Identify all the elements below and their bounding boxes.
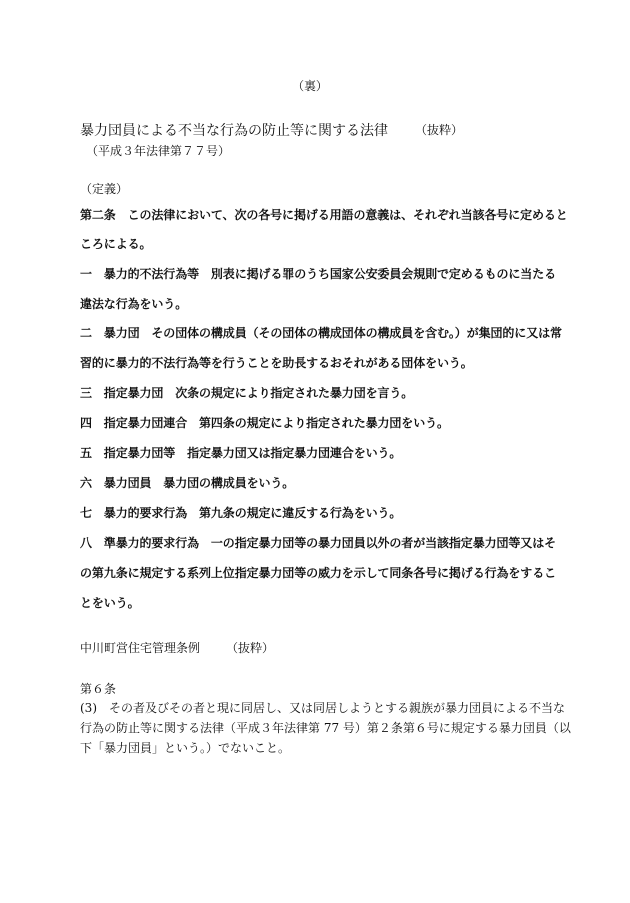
- law-title-text: 暴力団員による不当な行為の防止等に関する法律: [80, 123, 388, 139]
- ordinance-excerpt-label: （抜粋）: [226, 641, 275, 655]
- ordinance-line: (3) その者及びその者と現に同居し、又は同居しようとする親族が暴力団員による不当な: [80, 701, 566, 715]
- ordinance-title: [80, 641, 275, 655]
- definition-heading: （定義）: [80, 182, 129, 196]
- reverse-side-mark: （裏）: [292, 79, 328, 93]
- article-line: 五 指定暴力団等 指定暴力団又は指定暴力団連合をいう。: [80, 446, 402, 460]
- law-excerpt-label: （抜粋）: [415, 123, 464, 137]
- ordinance-line: 下「暴力団員」という。）でないこと。: [80, 741, 291, 755]
- article-line: 習的に暴力的不法行為等を行うことを助長するおそれがある団体をいう。: [80, 356, 473, 370]
- law-number: （平成３年法律第７７号）: [86, 144, 231, 158]
- ordinance-line: 行為の防止等に関する法律（平成３年法律第 77 号）第２条第６号に規定する暴力団員（以: [80, 721, 571, 735]
- article-line: ころによる。: [80, 237, 152, 251]
- article-line: 七 暴力的要求行為 第九条の規定に違反する行為をいう。: [80, 506, 402, 520]
- article-line: 八 準暴力的要求行為 一の指定暴力団等の暴力団員以外の者が当該指定暴力団等又はそ: [80, 536, 557, 550]
- ordinance-article-heading: 第６条: [80, 682, 117, 696]
- article-line: 四 指定暴力団連合 第四条の規定により指定された暴力団をいう。: [80, 416, 449, 430]
- article-line: 三 指定暴力団 次条の規定により指定された暴力団を言う。: [80, 386, 414, 400]
- article-line: 六 暴力団員 暴力団の構成員をいう。: [80, 476, 295, 490]
- article-line: の第九条に規定する系列上位指定暴力団等の威力を示して同条各号に掲げる行為をするこ: [80, 566, 557, 580]
- article-line: とをいう。: [80, 596, 140, 610]
- article-line: 第二条 この法律において、次の各号に掲げる用語の意義は、それぞれ当該各号に定めると: [80, 208, 568, 222]
- article-line: 違法な行為をいう。: [80, 297, 188, 311]
- law-title: [80, 123, 464, 139]
- article-line: 一 暴力的不法行為等 別表に掲げる罪のうち国家公安委員会規則で定めるものに当たる: [80, 267, 557, 281]
- ordinance-title-text: 中川町営住宅管理条例: [80, 641, 201, 655]
- article-line: 二 暴力団 その団体の構成員（その団体の構成団体の構成員を含む。）が集団的に又は常: [80, 326, 562, 340]
